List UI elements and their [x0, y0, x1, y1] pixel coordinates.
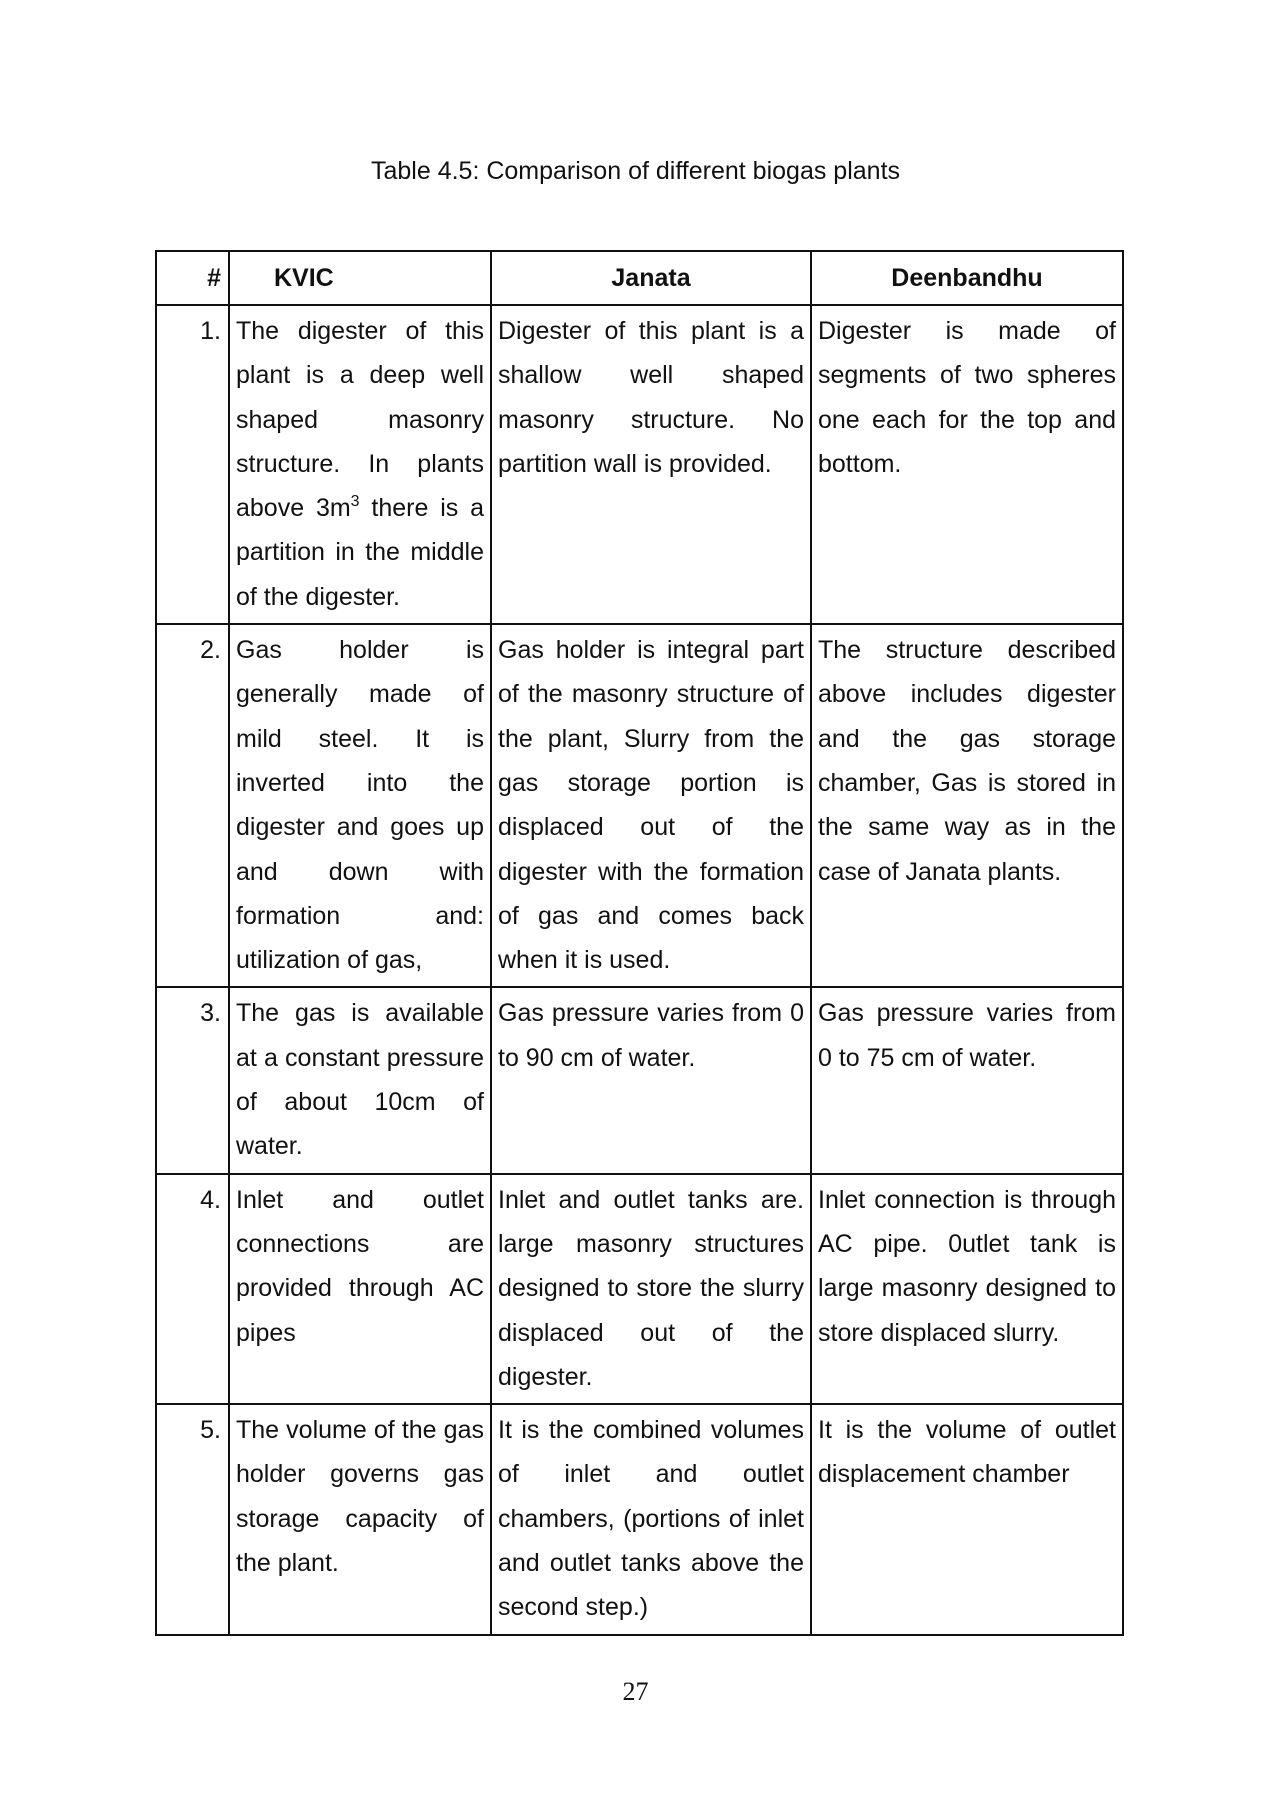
- superscript: 3: [350, 493, 360, 511]
- janata-cell: Gas holder is integral part of the masonry structure of the plant, Slurry from the gas storage portion is displaced out of the digester with the formation of gas and comes back when it is used.: [491, 624, 811, 987]
- janata-cell: Inlet and outlet tanks are. large masonry structures designed to store the slurry displaced out of the digester.: [491, 1174, 811, 1404]
- header-kvic: KVIC: [229, 251, 491, 305]
- table-row: [156, 624, 1123, 987]
- deenbandhu-cell: Digester is made of segments of two spheres one each for the top and bottom.: [811, 305, 1123, 624]
- comparison-table: [155, 250, 1124, 1636]
- header-number: #: [156, 251, 229, 305]
- row-number: 2.: [156, 624, 229, 987]
- row-number: 4.: [156, 1174, 229, 1404]
- row-number: 3.: [156, 987, 229, 1173]
- janata-cell: It is the combined volumes of inlet and outlet chambers, (portions of inlet and outlet tanks above the second step.): [491, 1404, 811, 1634]
- header-janata: Janata: [491, 251, 811, 305]
- janata-cell: Digester of this plant is a shallow well shaped masonry structure. No partition wall is provided.: [491, 305, 811, 624]
- table-row: [156, 1404, 1123, 1634]
- deenbandhu-cell: It is the volume of outlet displacement chamber: [811, 1404, 1123, 1634]
- row-number: 1.: [156, 305, 229, 624]
- kvic-text-continued: there is a partition in the middle of the digester.: [236, 494, 484, 611]
- table-row: [156, 305, 1123, 624]
- table-row: [156, 987, 1123, 1173]
- kvic-text: The digester of this plant is a deep well shaped masonry structure. In plants above 3m: [236, 317, 484, 523]
- row-number: 5.: [156, 1404, 229, 1634]
- kvic-cell: The volume of the gas holder governs gas storage capacity of the plant.: [229, 1404, 491, 1634]
- page-number: 27: [622, 1677, 649, 1706]
- header-deenbandhu: Deenbandhu: [811, 251, 1123, 305]
- table-caption: Table 4.5: Comparison of different biogas plants: [370, 157, 901, 185]
- deenbandhu-cell: Inlet connection is through AC pipe. 0utlet tank is large masonry designed to store displaced slurry.: [811, 1174, 1123, 1404]
- deenbandhu-cell: The structure described above includes digester and the gas storage chamber, Gas is stored in the same way as in the case of Janata plants.: [811, 624, 1123, 987]
- kvic-cell: Gas holder is generally made of mild steel. It is inverted into the digester and goes up and down with formation and: utilization of gas,: [229, 624, 491, 987]
- header-row: [156, 251, 1123, 305]
- kvic-cell: The gas is available at a constant pressure of about 10cm of water.: [229, 987, 491, 1173]
- table-row: [156, 1174, 1123, 1404]
- kvic-cell: [229, 305, 491, 624]
- kvic-cell: Inlet and outlet connections are provided through AC pipes: [229, 1174, 491, 1404]
- janata-cell: Gas pressure varies from 0 to 90 cm of water.: [491, 987, 811, 1173]
- deenbandhu-cell: Gas pressure varies from 0 to 75 cm of water.: [811, 987, 1123, 1173]
